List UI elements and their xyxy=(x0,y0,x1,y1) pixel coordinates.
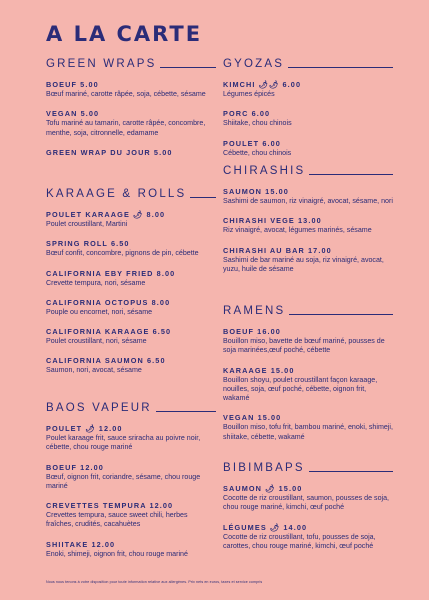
section-ramens xyxy=(223,305,393,442)
item-name: LÉGUMES 🌶 14.00 xyxy=(223,522,308,532)
item-name: SHIITAKE 12.00 xyxy=(46,539,116,549)
menu-item xyxy=(46,269,216,288)
item-description: Tofu mariné au tamarin, carotte râpée, concombre, menthe, soja, citronnelle, edamame xyxy=(46,119,206,137)
item-description: Crevette tempura, nori, sésame xyxy=(46,278,146,287)
item-name: BOEUF 16.00 xyxy=(223,327,281,336)
menu-item xyxy=(46,424,216,453)
item-name: SAUMON 🌶 15.00 xyxy=(223,484,303,493)
item-description: Bœuf confit, concombre, pignons de pin, cébette xyxy=(46,249,199,258)
item-description: Pouple ou encornet, nori, sésame xyxy=(46,307,153,316)
item-description: Poulet croustillant, nori, sésame xyxy=(46,337,147,346)
section-chirashis xyxy=(223,165,393,274)
header-rule xyxy=(289,314,393,315)
menu-item xyxy=(46,298,216,317)
menu-item xyxy=(46,540,216,559)
item-name: BOEUF 5.00 xyxy=(46,80,99,89)
item-name: CALIFORNIA OCTOPUS 8.00 xyxy=(46,297,171,307)
item-description: Sashimi de bar mariné au soja, riz vinaigré, avocat, yuzu, huile de sésame xyxy=(223,255,384,273)
menu-item xyxy=(46,109,216,138)
allergen-footnote: Nous nous tenons à votre disposition pour toute information relative aux allergènes. Prix nets en euros, taxes et service compris xyxy=(46,580,263,584)
item-description: Riz vinaigré, avocat, légumes marinés, sésame xyxy=(223,226,372,235)
menu-item xyxy=(46,210,216,229)
section-header: GREEN WRAPS xyxy=(46,58,216,70)
menu-item xyxy=(223,246,393,275)
menu-item xyxy=(223,327,393,356)
menu-item xyxy=(46,501,216,530)
menu-item xyxy=(223,139,393,158)
item-name: SPRING ROLL 6.50 xyxy=(46,239,130,249)
item-name: POULET KARAAGE 🌶 8.00 xyxy=(46,210,166,219)
section-header: KARAAGE & ROLLS xyxy=(46,188,216,200)
item-name: KIMCHI 🌶🌶 6.00 xyxy=(223,80,302,89)
menu-item xyxy=(223,187,393,206)
item-description: Cocotte de riz croustillant, tofu, pousses de soja, carottes, chou rouge mariné, kimchi, œuf poché xyxy=(223,532,376,550)
item-description: Bouillon miso, bavette de bœuf mariné, pousses de soja marinées,œuf poché, cébette xyxy=(223,337,385,355)
section-karaage-rolls xyxy=(46,188,216,376)
section-header: GYOZAS xyxy=(223,58,393,70)
header-rule xyxy=(309,174,393,175)
header-rule xyxy=(309,471,393,472)
menu-item xyxy=(223,80,393,99)
menu-item xyxy=(223,366,393,404)
item-description: Poulet karaage frit, sauce sriracha au poivre noir, cébette, chou rouge mariné xyxy=(46,434,201,452)
menu-item xyxy=(223,484,393,513)
item-name: PORC 6.00 xyxy=(223,109,271,119)
item-name: POULET 🌶 12.00 xyxy=(46,424,123,433)
item-name: CALIFORNIA KARAAGE 6.50 xyxy=(46,327,172,337)
item-name: BOEUF 12.00 xyxy=(46,462,104,472)
item-name: GREEN WRAP DU JOUR 5.00 xyxy=(46,147,173,157)
item-name: CHIRASHI VEGE 13.00 xyxy=(223,216,322,226)
menu-item xyxy=(223,109,393,128)
menu-item xyxy=(46,80,216,99)
item-name: CREVETTES TEMPURA 12.00 xyxy=(46,501,174,511)
header-rule xyxy=(288,67,393,68)
section-gyozas xyxy=(223,58,393,158)
menu-item xyxy=(223,523,393,552)
item-description: Shiitake, chou chinois xyxy=(223,119,292,128)
header-rule xyxy=(160,67,216,68)
menu-item xyxy=(46,327,216,346)
section-baos-vapeur xyxy=(46,402,216,559)
section-header: CHIRASHIS xyxy=(223,165,393,177)
item-description: Bouillon shoyu, poulet croustillant façon karaage, nouilles, soja, œuf poché, cébette, oignon frit, wakamé xyxy=(223,375,378,403)
header-rule xyxy=(156,411,216,412)
menu-item xyxy=(46,356,216,375)
item-name: VEGAN 5.00 xyxy=(46,109,100,119)
section-header: BIBIMBAPS xyxy=(223,462,393,474)
item-description: Bœuf, oignon frit, coriandre, sésame, chou rouge mariné xyxy=(46,472,201,490)
item-description: Cébette, chou chinois xyxy=(223,148,292,157)
item-name: SAUMON 15.00 xyxy=(223,187,289,196)
item-description: Poulet croustillant, Martini xyxy=(46,220,128,228)
section-bibimbaps xyxy=(223,462,393,551)
item-name: CHIRASHI AU BAR 17.00 xyxy=(223,245,332,255)
menu-item xyxy=(46,148,216,157)
section-header: BAOS VAPEUR xyxy=(46,402,216,414)
item-name: KARAAGE 15.00 xyxy=(223,365,295,375)
item-description: Bœuf mariné, carotte râpée, soja, cébette, sésame xyxy=(46,90,206,98)
item-description: Sashimi de saumon, riz vinaigré, avocat, sésame, nori xyxy=(223,197,393,205)
menu-item xyxy=(46,463,216,492)
section-green-wraps xyxy=(46,58,216,157)
menu-item xyxy=(46,239,216,258)
item-name: POULET 6.00 xyxy=(223,138,281,148)
item-description: Crevettes tempura, sauce sweet chili, herbes fraîches, crudités, cacahuètes xyxy=(46,511,188,529)
item-description: Enoki, shimeji, oignon frit, chou rouge mariné xyxy=(46,549,188,558)
item-description: Cocotte de riz croustillant, saumon, pousses de soja, chou rouge mariné, kimchi, œuf poché xyxy=(223,494,389,512)
page-title: A LA CARTE xyxy=(46,22,203,46)
menu-item xyxy=(223,216,393,235)
item-name: CALIFORNIA SAUMON 6.50 xyxy=(46,356,166,366)
item-name: CALIFORNIA EBY FRIED 8.00 xyxy=(46,268,176,278)
item-description: Saumon, nori, avocat, sésame xyxy=(46,366,142,375)
section-header: RAMENS xyxy=(223,305,393,317)
item-description: Bouillon miso, tofu frit, bambou mariné, enoki, shimeji, shiitake, cébette, wakamé xyxy=(223,423,393,441)
item-name: VEGAN 15.00 xyxy=(223,413,282,423)
menu-item xyxy=(223,413,393,442)
item-description: Légumes épicés xyxy=(223,90,275,98)
header-rule xyxy=(190,197,216,198)
